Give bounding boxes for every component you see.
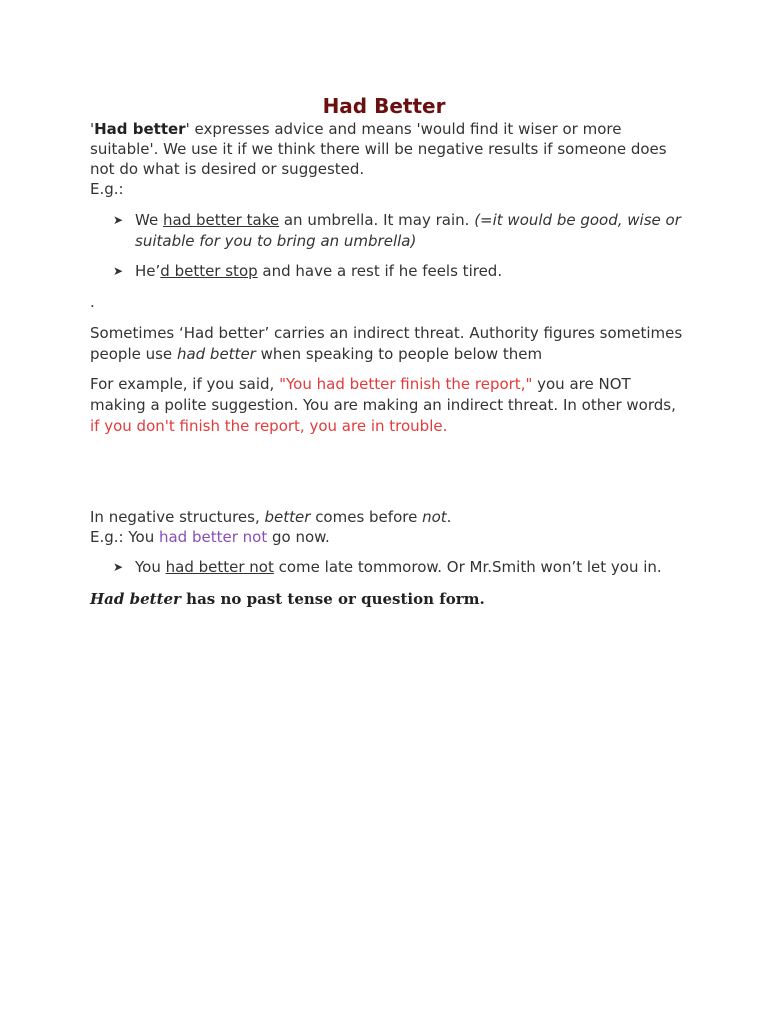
list-item (113, 210, 693, 252)
list-item-text (135, 261, 693, 282)
example-consequence: if you don't finish the report, you are in trouble. (90, 417, 448, 435)
intro-quote-open: ' (90, 120, 95, 138)
negative-eg-highlight: had better not (158, 528, 268, 546)
note-paragraph (90, 588, 690, 610)
list-item-pre: You (135, 558, 166, 576)
negative-period: . (446, 508, 452, 526)
example-paragraph (90, 374, 690, 437)
intro-eg-label: E.g.: (90, 180, 124, 198)
stray-dot: . (90, 293, 95, 311)
intro-paragraph (90, 119, 690, 199)
example-text-mid: you are NOT making a polite suggestion. You are making an indirect threat. In other words, (90, 375, 676, 414)
list-item-text (135, 557, 693, 578)
list-item-underlined: had better not (165, 558, 274, 576)
negative-italic-better: better (264, 508, 311, 526)
arrowhead-bullet-icon: ➤ (113, 213, 124, 227)
note-text: has no past tense or question form. (180, 590, 485, 608)
threat-italic: had better (176, 345, 256, 363)
negative-text-mid: comes before (310, 508, 423, 526)
threat-text: Sometimes ‘Had better’ carries an indirect threat. Authority figures sometimes people use (90, 324, 683, 363)
list-item-post: and have a rest if he feels tired. (257, 262, 503, 280)
list-item-italic: (=it would be good, wise or suitable for you to bring an umbrella) (135, 211, 681, 250)
list-item-pre: He’ (135, 262, 161, 280)
page-title: Had Better (322, 94, 446, 118)
note-italic: Had better (90, 590, 181, 608)
negative-eg-label: E.g.: You (90, 528, 159, 546)
list-item (113, 261, 693, 282)
threat-paragraph (90, 323, 690, 365)
threat-text-end: when speaking to people below them (255, 345, 543, 363)
list-item-underlined: d better stop (160, 262, 258, 280)
arrowhead-bullet-icon: ➤ (113, 264, 124, 278)
intro-term: Had better (94, 120, 186, 138)
negative-paragraph (90, 507, 690, 547)
intro-quote-close: ' (185, 120, 190, 138)
list-item-post: come late tommorow. Or Mr.Smith won’t let you in. (273, 558, 662, 576)
arrowhead-bullet-icon: ➤ (113, 560, 124, 574)
list-item (113, 557, 693, 578)
list-item-text (135, 210, 693, 252)
intro-text: expresses advice and means 'would find it wiser or more suitable'. We use it if we think there will be negative results if someone does not do what is desired or suggested. (90, 120, 667, 178)
list-item-pre: We (135, 211, 163, 229)
negative-eg-end: go now. (267, 528, 330, 546)
example-text: For example, if you said, (90, 375, 280, 393)
list-item-underlined: had better take (162, 211, 280, 229)
negative-italic-not: not (422, 508, 447, 526)
example-quote: "You had better finish the report," (279, 375, 533, 393)
list-item-post: an umbrella. It may rain. (279, 211, 475, 229)
negative-text: In negative structures, (90, 508, 265, 526)
